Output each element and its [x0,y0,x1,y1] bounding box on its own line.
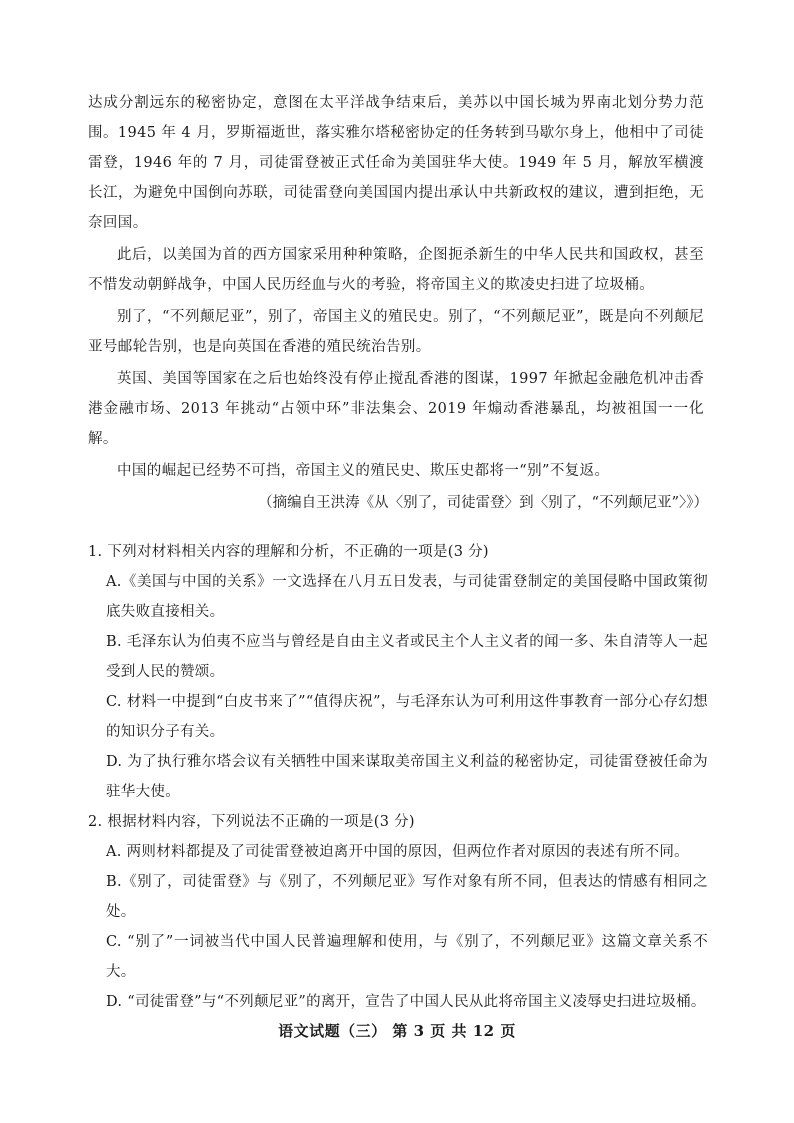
option-c: C. 材料一中提到“白皮书来了”“值得庆祝”，与毛泽东认为可利用这件事教育一部分心存幻想的知识分子有关。 [106,694,708,740]
page-footer: 语文试题（三） 第 3 页 共 12 页 [278,1022,516,1040]
option-d: D. “司徒雷登”与“不列颠尼亚”的离开，宣告了中国人民从此将帝国主义凌辱史扫进垃圾桶。 [106,994,706,1010]
paragraph-2: 此后，以美国为首的西方国家采用种种策略，企图扼杀新生的中华人民共和国政权，甚至不惜发动朝鲜战争，中国人民历经血与火的考验，将帝国主义的欺凌史扫进了垃圾桶。 [88,247,704,293]
question-2 [88,807,708,1017]
option-a: A. 两则材料都提及了司徒雷登被迫离开中国的原因，但两位作者对原因的表述有所不同。 [106,844,689,860]
option-a: A.《美国与中国的关系》一文选择在八月五日发表，与司徒雷登制定的美国侵略中国政策彻底失败直接相关。 [106,574,708,620]
option-c: C. “别了”一词被当代中国人民普遍理解和使用，与《别了，不列颠尼亚》这篇文章关系不大。 [106,934,708,980]
paragraph-4: 英国、美国等国家在之后也始终没有停止搅乱香港的图谋，1997 年掀起金融危机冲击香港金融市场、2013 年挑动“占领中环”非法集会、2019 年煽动香港暴乱，均被祖国一一化解。 [88,371,704,447]
article-body [88,88,708,518]
question-list [88,537,708,1017]
paragraph-5: 中国的崛起已经势不可挡，帝国主义的殖民史、欺压史都将一“别”不复返。 [117,463,610,479]
paragraph-1: 达成分割远东的秘密协定，意图在太平洋战争结束后，美苏以中国长城为界南北划分势力范围。1945 年 4 月，罗斯福逝世，落实雅尔塔秘密协定的任务转到马歇尔身上，他相中了司徒雷登，1946 年的 7 月，司徒雷登被正式任命为美国驻华大使。1949 年 5 月，解放军横渡长江，为避免中国倒向苏联，司徒雷登向美国国内提出承认中共新政权的建议，遭到拒绝，无奈回国。 [88,95,704,231]
option-b: B. 毛泽东认为伯夷不应当与曾经是自由主义者或民主个人主义者的闻一多、朱自清等人一起受到人民的赞颂。 [106,634,708,680]
question-stem: 1. 下列对材料相关内容的理解和分析，不正确的一项是(3 分) [88,544,489,560]
option-d: D. 为了执行雅尔塔会议有关牺牲中国来谋取美帝国主义利益的秘密协定，司徒雷登被任命为驻华大使。 [106,754,708,800]
question-1 [88,537,708,807]
question-stem: 2. 根据材料内容，下列说法不正确的一项是(3 分) [88,814,415,830]
option-b: B.《别了，司徒雷登》与《别了，不列颠尼亚》写作对象有所不同，但表达的情感有相同之处。 [106,874,708,920]
article-source: （摘编自王洪涛《从〈别了，司徒雷登〉到〈别了，“不列颠尼亚”〉》） [258,495,708,511]
paragraph-3: 别了，“不列颠尼亚”，别了，帝国主义的殖民史。别了，“不列颠尼亚”，既是向不列颠尼亚号邮轮告别，也是向英国在香港的殖民统治告别。 [88,309,704,355]
